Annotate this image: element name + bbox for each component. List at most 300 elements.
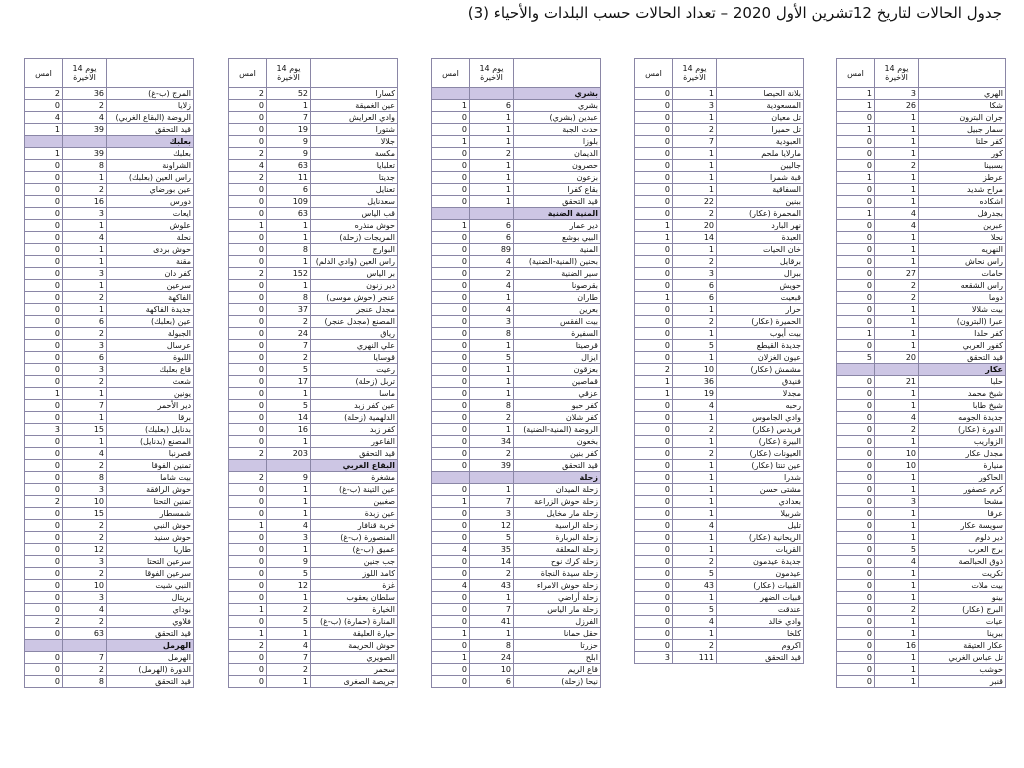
town-name: كلخا <box>717 628 804 640</box>
table-row <box>432 160 601 172</box>
header-yesterday: امس <box>229 59 267 88</box>
table-row <box>635 604 804 616</box>
last-14-days-count: 2 <box>63 100 107 112</box>
town-name: عميق (ب-غ) <box>311 544 398 556</box>
town-name: سحمر <box>311 664 398 676</box>
section-title: عكار <box>919 364 1006 376</box>
last-14-days-count: 10 <box>875 460 919 472</box>
last-14-days-count: 3 <box>63 208 107 220</box>
cases-table-5 <box>836 58 1005 688</box>
town-name: جب جنين <box>311 556 398 568</box>
town-name: كسارا <box>311 88 398 100</box>
table-row <box>432 124 601 136</box>
town-name: تمنين الفوقا <box>107 460 194 472</box>
town-name: عبرا (البترون) <box>919 316 1006 328</box>
last-14-days-count: 7 <box>63 652 107 664</box>
yesterday-count: 0 <box>229 532 267 544</box>
last-14-days-count: 19 <box>673 388 717 400</box>
town-name: زحلة حوش الزراعة <box>514 496 601 508</box>
last-14-days-count: 52 <box>267 88 311 100</box>
header-row <box>837 59 1006 88</box>
yesterday-count: 0 <box>837 532 875 544</box>
table-row <box>432 628 601 640</box>
yesterday-count: 1 <box>635 292 673 304</box>
section-spacer <box>432 208 470 220</box>
table-row <box>432 532 601 544</box>
yesterday-count: 0 <box>635 580 673 592</box>
table-row <box>432 424 601 436</box>
last-14-days-count: 14 <box>470 556 514 568</box>
yesterday-count: 0 <box>837 412 875 424</box>
last-14-days-count: 12 <box>470 520 514 532</box>
yesterday-count: 0 <box>635 496 673 508</box>
town-name: شيخ محمد <box>919 388 1006 400</box>
town-name: نحلة <box>107 232 194 244</box>
table-row <box>432 520 601 532</box>
table-row <box>837 184 1006 196</box>
last-14-days-count: 1 <box>267 280 311 292</box>
table-row <box>432 328 601 340</box>
town-name: حامات <box>919 268 1006 280</box>
last-14-days-count: 7 <box>267 652 311 664</box>
last-14-days-count: 4 <box>673 520 717 532</box>
town-name: الجبولة <box>107 328 194 340</box>
last-14-days-count: 4 <box>875 556 919 568</box>
table-row <box>635 376 804 388</box>
last-14-days-count: 3 <box>63 592 107 604</box>
table-row <box>635 448 804 460</box>
town-name: عين (بعلبك) <box>107 316 194 328</box>
yesterday-count: 0 <box>635 424 673 436</box>
yesterday-count: 1 <box>432 220 470 232</box>
town-name: النهريه <box>919 244 1006 256</box>
table-row <box>635 592 804 604</box>
yesterday-count: 0 <box>837 508 875 520</box>
yesterday-count: 0 <box>229 112 267 124</box>
table-row <box>432 676 601 688</box>
table-row <box>432 304 601 316</box>
yesterday-count: 1 <box>229 520 267 532</box>
yesterday-count: 1 <box>432 628 470 640</box>
town-name: اشكاده <box>919 196 1006 208</box>
table-row <box>837 412 1006 424</box>
table-row <box>432 592 601 604</box>
table-row <box>837 652 1006 664</box>
yesterday-count: 2 <box>229 448 267 460</box>
section-spacer <box>229 460 267 472</box>
yesterday-count: 1 <box>635 220 673 232</box>
table-row <box>25 124 194 136</box>
last-14-days-count: 1 <box>875 340 919 352</box>
last-14-days-count: 2 <box>470 568 514 580</box>
table-row <box>25 436 194 448</box>
yesterday-count: 0 <box>229 580 267 592</box>
table-row <box>837 124 1006 136</box>
yesterday-count: 0 <box>432 232 470 244</box>
table-row <box>635 88 804 100</box>
last-14-days-count: 1 <box>63 256 107 268</box>
last-14-days-count: 5 <box>673 340 717 352</box>
table-row <box>229 520 398 532</box>
table-row <box>25 292 194 304</box>
town-name: زحلة الميدان <box>514 484 601 496</box>
yesterday-count: 0 <box>635 592 673 604</box>
last-14-days-count: 1 <box>673 592 717 604</box>
yesterday-count: 0 <box>837 544 875 556</box>
town-name: وادي العرايش <box>311 112 398 124</box>
town-name: السفاقية <box>717 184 804 196</box>
town-name: سويسة عكار <box>919 520 1006 532</box>
yesterday-count: 0 <box>837 268 875 280</box>
town-name: قيد التحقق <box>107 676 194 688</box>
last-14-days-count: 9 <box>267 556 311 568</box>
yesterday-count: 0 <box>25 280 63 292</box>
yesterday-count: 1 <box>837 124 875 136</box>
town-name: حيارة العليقة <box>311 628 398 640</box>
table-row <box>837 676 1006 688</box>
last-14-days-count: 27 <box>875 268 919 280</box>
table-row <box>837 160 1006 172</box>
table-row <box>432 544 601 556</box>
yesterday-count: 0 <box>432 436 470 448</box>
table-row <box>635 208 804 220</box>
town-name: تل معيان <box>717 112 804 124</box>
table-row <box>25 184 194 196</box>
table-row <box>837 484 1006 496</box>
town-name: بريتال <box>107 592 194 604</box>
table-row <box>635 640 804 652</box>
table-row <box>25 652 194 664</box>
last-14-days-count: 1 <box>673 496 717 508</box>
town-name: مشحا <box>919 496 1006 508</box>
section-row <box>837 364 1006 376</box>
last-14-days-count: 8 <box>267 244 311 256</box>
table-row <box>837 208 1006 220</box>
town-name: دير عمار <box>514 220 601 232</box>
town-name: الهرمل <box>107 652 194 664</box>
last-14-days-count: 8 <box>470 640 514 652</box>
yesterday-count: 0 <box>837 604 875 616</box>
last-14-days-count: 3 <box>875 88 919 100</box>
table-row <box>432 136 601 148</box>
yesterday-count: 0 <box>837 196 875 208</box>
table-row <box>837 232 1006 244</box>
yesterday-count: 0 <box>432 508 470 520</box>
town-name: نيحا (زحلة) <box>514 676 601 688</box>
yesterday-count: 0 <box>837 436 875 448</box>
town-name: حلبا <box>919 376 1006 388</box>
town-name: حوش سنيد <box>107 532 194 544</box>
header-row <box>635 59 804 88</box>
header-row <box>25 59 194 88</box>
town-name: زلايا <box>107 100 194 112</box>
table-row <box>837 616 1006 628</box>
last-14-days-count: 1 <box>470 364 514 376</box>
table-row <box>432 220 601 232</box>
last-14-days-count: 4 <box>875 220 919 232</box>
town-name: المريجات (زحلة) <box>311 232 398 244</box>
yesterday-count: 0 <box>635 400 673 412</box>
table-row <box>635 616 804 628</box>
town-name: البرج (عكار) <box>919 604 1006 616</box>
table-row <box>25 196 194 208</box>
table-row <box>229 232 398 244</box>
table-row <box>837 460 1006 472</box>
town-name: الفاكهة <box>107 292 194 304</box>
last-14-days-count: 24 <box>267 328 311 340</box>
town-name: ذوق الحبالصة <box>919 556 1006 568</box>
yesterday-count: 0 <box>229 652 267 664</box>
last-14-days-count: 39 <box>63 148 107 160</box>
yesterday-count: 0 <box>635 148 673 160</box>
table-row <box>837 292 1006 304</box>
last-14-days-count: 1 <box>875 484 919 496</box>
yesterday-count: 1 <box>229 628 267 640</box>
town-name: كفر حلتا <box>919 136 1006 148</box>
yesterday-count: 0 <box>432 400 470 412</box>
section-title: بشري <box>514 88 601 100</box>
yesterday-count: 0 <box>432 292 470 304</box>
town-name: قيد التحقق <box>717 652 804 664</box>
yesterday-count: 0 <box>635 604 673 616</box>
last-14-days-count: 11 <box>267 172 311 184</box>
yesterday-count: 0 <box>25 208 63 220</box>
last-14-days-count: 4 <box>267 640 311 652</box>
yesterday-count: 0 <box>837 676 875 688</box>
yesterday-count: 0 <box>432 316 470 328</box>
yesterday-count: 0 <box>837 496 875 508</box>
table-row <box>837 496 1006 508</box>
yesterday-count: 2 <box>25 496 63 508</box>
yesterday-count: 0 <box>635 280 673 292</box>
section-title: البقاع الغربي <box>311 460 398 472</box>
last-14-days-count: 1 <box>470 592 514 604</box>
town-name: حوش منذره <box>311 220 398 232</box>
last-14-days-count: 2 <box>267 604 311 616</box>
table-row <box>229 676 398 688</box>
yesterday-count: 0 <box>837 304 875 316</box>
last-14-days-count: 3 <box>63 268 107 280</box>
town-name: راس العين (بعلبك) <box>107 172 194 184</box>
yesterday-count: 0 <box>25 220 63 232</box>
town-name: كرم عصفور <box>919 484 1006 496</box>
town-name: مشمش (عكار) <box>717 364 804 376</box>
town-name: كفر دان <box>107 268 194 280</box>
town-name: قيد التحقق <box>514 460 601 472</box>
last-14-days-count: 1 <box>875 568 919 580</box>
yesterday-count: 0 <box>432 280 470 292</box>
town-name: تكريت <box>919 568 1006 580</box>
table-row <box>635 304 804 316</box>
last-14-days-count: 34 <box>470 436 514 448</box>
table-row <box>837 400 1006 412</box>
table-row <box>837 592 1006 604</box>
table-row <box>635 496 804 508</box>
table-row <box>837 604 1006 616</box>
last-14-days-count: 1 <box>63 388 107 400</box>
town-name: بعرين <box>514 304 601 316</box>
town-name: وادي خالد <box>717 616 804 628</box>
town-name: يونين <box>107 388 194 400</box>
yesterday-count: 1 <box>25 388 63 400</box>
town-name: البيي بوشع <box>514 232 601 244</box>
table-row <box>25 604 194 616</box>
town-name: فريدس (عكار) <box>717 424 804 436</box>
header-yesterday: امس <box>25 59 63 88</box>
table-row <box>635 280 804 292</box>
last-14-days-count: 4 <box>63 112 107 124</box>
yesterday-count: 1 <box>837 88 875 100</box>
yesterday-count: 0 <box>432 424 470 436</box>
yesterday-count: 0 <box>635 268 673 280</box>
table-row <box>229 412 398 424</box>
last-14-days-count: 5 <box>267 400 311 412</box>
last-14-days-count: 2 <box>470 412 514 424</box>
town-name: السفيرة <box>514 328 601 340</box>
last-14-days-count: 1 <box>470 376 514 388</box>
yesterday-count: 0 <box>432 160 470 172</box>
last-14-days-count: 3 <box>267 532 311 544</box>
table-row <box>25 520 194 532</box>
yesterday-count: 0 <box>837 160 875 172</box>
yesterday-count: 0 <box>635 100 673 112</box>
yesterday-count: 0 <box>25 256 63 268</box>
table-row <box>837 556 1006 568</box>
yesterday-count: 0 <box>635 472 673 484</box>
table-row <box>229 616 398 628</box>
last-14-days-count: 1 <box>875 616 919 628</box>
town-name: تربل (زحلة) <box>311 376 398 388</box>
last-14-days-count: 2 <box>875 424 919 436</box>
town-name: مشغرة <box>311 472 398 484</box>
last-14-days-count: 41 <box>470 616 514 628</box>
section-title: الهرمل <box>107 640 194 652</box>
last-14-days-count: 36 <box>63 88 107 100</box>
last-14-days-count: 14 <box>267 412 311 424</box>
table-row <box>229 100 398 112</box>
table-row <box>229 604 398 616</box>
yesterday-count: 0 <box>229 340 267 352</box>
table-row <box>25 208 194 220</box>
last-14-days-count: 9 <box>267 148 311 160</box>
yesterday-count: 0 <box>25 604 63 616</box>
yesterday-count: 3 <box>635 652 673 664</box>
town-name: حوشب <box>919 664 1006 676</box>
header-yesterday: امس <box>837 59 875 88</box>
last-14-days-count: 17 <box>267 376 311 388</box>
last-14-days-count: 1 <box>875 664 919 676</box>
town-name: جران البترون <box>919 112 1006 124</box>
yesterday-count: 1 <box>837 208 875 220</box>
yesterday-count: 0 <box>229 184 267 196</box>
last-14-days-count: 1 <box>267 220 311 232</box>
town-name: عيون الغزلان <box>717 352 804 364</box>
town-name: قرصيتا <box>514 340 601 352</box>
town-name: الخيارة <box>311 604 398 616</box>
yesterday-count: 0 <box>25 592 63 604</box>
town-name: زحلة الراسية <box>514 520 601 532</box>
cases-grid <box>431 58 601 688</box>
town-name: بيت ملات <box>919 580 1006 592</box>
last-14-days-count: 1 <box>673 544 717 556</box>
table-row <box>432 412 601 424</box>
table-row <box>635 184 804 196</box>
yesterday-count: 0 <box>25 232 63 244</box>
town-name: الهري <box>919 88 1006 100</box>
yesterday-count: 0 <box>25 160 63 172</box>
last-14-days-count: 5 <box>470 352 514 364</box>
town-name: حصرون <box>514 160 601 172</box>
last-14-days-count: 2 <box>875 292 919 304</box>
town-name: كفر حبو <box>514 400 601 412</box>
last-14-days-count: 1 <box>673 460 717 472</box>
table-row <box>229 136 398 148</box>
cases-grid <box>836 58 1006 688</box>
table-row <box>635 628 804 640</box>
cases-table-2 <box>228 58 397 688</box>
last-14-days-count: 1 <box>673 508 717 520</box>
last-14-days-count: 2 <box>267 352 311 364</box>
yesterday-count: 0 <box>432 484 470 496</box>
yesterday-count: 0 <box>635 244 673 256</box>
town-name: تل حميرا <box>717 124 804 136</box>
town-name: الدورة (الهرمل) <box>107 664 194 676</box>
town-name: بزعون <box>514 172 601 184</box>
town-name: تليل <box>717 520 804 532</box>
table-row <box>25 328 194 340</box>
yesterday-count: 2 <box>229 472 267 484</box>
last-14-days-count: 203 <box>267 448 311 460</box>
table-row <box>837 328 1006 340</box>
table-row <box>25 352 194 364</box>
town-name: حوش النبي <box>107 520 194 532</box>
last-14-days-count: 1 <box>875 316 919 328</box>
yesterday-count: 0 <box>837 232 875 244</box>
last-14-days-count: 2 <box>673 316 717 328</box>
last-14-days-count: 1 <box>875 508 919 520</box>
yesterday-count: 1 <box>229 220 267 232</box>
last-14-days-count: 3 <box>63 340 107 352</box>
table-row <box>635 352 804 364</box>
table-row <box>432 556 601 568</box>
town-name: مشتى حسن <box>717 484 804 496</box>
last-14-days-count: 1 <box>470 388 514 400</box>
last-14-days-count: 5 <box>673 568 717 580</box>
yesterday-count: 1 <box>432 652 470 664</box>
last-14-days-count: 1 <box>267 544 311 556</box>
last-14-days-count: 6 <box>673 280 717 292</box>
yesterday-count: 0 <box>635 460 673 472</box>
town-name: بعزقون <box>514 364 601 376</box>
table-row <box>837 220 1006 232</box>
table-row <box>432 616 601 628</box>
town-name: عيات <box>919 616 1006 628</box>
table-row <box>837 88 1006 100</box>
last-14-days-count: 2 <box>673 256 717 268</box>
last-14-days-count: 1 <box>470 136 514 148</box>
yesterday-count: 0 <box>229 256 267 268</box>
town-name: فلاوي <box>107 616 194 628</box>
last-14-days-count: 109 <box>267 196 311 208</box>
town-name: بعدادي <box>717 496 804 508</box>
town-name: حزرتا <box>514 640 601 652</box>
table-row <box>635 472 804 484</box>
yesterday-count: 0 <box>635 616 673 628</box>
town-name: علي النهري <box>311 340 398 352</box>
last-14-days-count: 2 <box>673 640 717 652</box>
section-title: زحلة <box>514 472 601 484</box>
table-row <box>837 244 1006 256</box>
